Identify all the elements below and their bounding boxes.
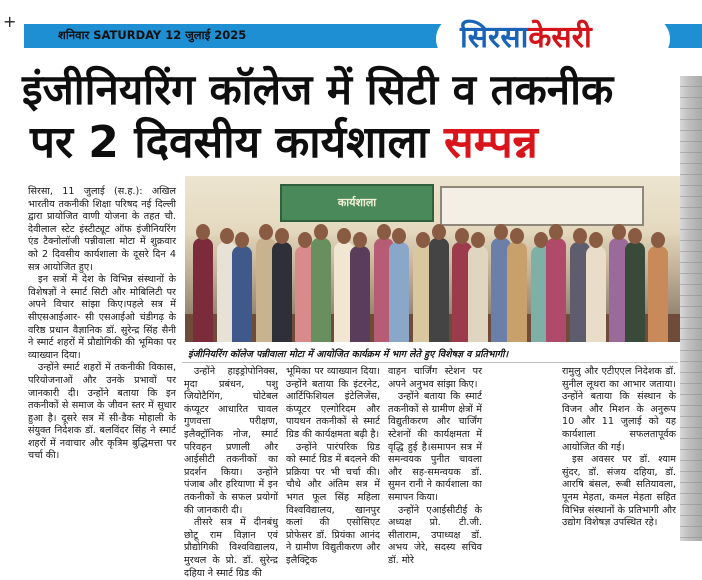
photo-person-head [549, 224, 563, 240]
photo-person-head [510, 228, 524, 244]
photo-screen [440, 186, 644, 226]
headline-line2 [30, 116, 690, 170]
photo-person-head [377, 224, 391, 240]
date-line: शनिवार SATURDAY 12 जुलाई 2025 [58, 28, 247, 42]
photo-person [648, 246, 668, 342]
col1-para-1: सिरसा, 11 जुलाई (स.ह.): अखिल भारतीय तकनीकी शिक्षा परिषद नई दिल्ली द्वारा प्रायोजित वाणी योजना के तहत चौ. देवीलाल स्टेट इंस्टीट्यूट ऑफ इंजीनियरिंग एंड टैक्नोलॉजी पन्नीवाला मोटा में शुक्रवार को 2 दिवसीय कार्यशाला के दूसरे दिन 4 सत्र आयोजित हुए। [28, 186, 176, 273]
photo-person [468, 246, 488, 342]
photo-person-head [337, 228, 351, 244]
photo-person-head [235, 232, 249, 248]
photo-person [429, 238, 449, 342]
masthead-logo [460, 16, 592, 60]
article-column-4 [388, 366, 482, 568]
col3-para-1: भूमिका पर व्याख्यान दिया। उन्होंने बताया कि इंटरनेट, आर्टिफिशियल इंटेलिजेंस, कंप्यूटर एल्गोरिदम और पायथन तकनीकों से स्मार्ट ग्रिड की कार्यक्षमता बढ़ी है। [286, 366, 380, 440]
photo-person-head [353, 232, 367, 248]
photo-person-head [416, 232, 430, 248]
photo-caption: इंजीनियरिंग कॉलेज पन्नीवाला मोटा में आयोजित कार्यक्रम में भाग लेते हुए विशेषज्ञ व प्रतिभागी। [188, 349, 509, 360]
photo-person-head [196, 224, 210, 240]
col2-para-2: तीसरे सत्र में दीनबंधु छोटू राम विज्ञान एवं प्रौद्योगिकी विश्वविद्यालय, मुरथल के प्रो. डॉ. सुरेन्द्र दहिया ने स्मार्ट ग्रिड की [184, 517, 278, 579]
col1-para-3: उन्होंने स्मार्ट शहरों में तकनीकी विकास, परियोजनाओं और उनके प्रभावों पर जानकारी दी। उन्होंने बताया कि इन तकनीकों से समाज के जीवन स्तर में सुधार हुआ है। दूसरे सत्र में सी-डैक मोहाली के संयुक्त निदेशक डॉ. बलविंदर सिंह ने स्मार्ट शहरों में नवाचार और कृत्रिम बुद्धिमत्ता पर चर्चा की। [28, 362, 176, 462]
col5-para-2: इस अवसर पर डॉ. श्याम सुंदर, डॉ. संजय दहिया, डॉ. आरषि बंसल, रूबी सतियावला, पूनम मेहता, कमल मेहता सहित विभिन्न संस्थानों के प्रतिभागी और उद्योग विशेषज्ञ उपस्थित रहे। [562, 454, 676, 529]
masthead-part1: सिरसा [460, 20, 529, 55]
photo-person-head [471, 232, 485, 248]
headline-line1: इंजीनियरिंग कॉलेज में सिटी व तकनीक [22, 65, 614, 114]
photo-person [232, 246, 252, 342]
article-column-1 [28, 186, 176, 463]
photo-person-head [651, 232, 665, 248]
adjacent-page-strip [680, 76, 702, 541]
photo-person [311, 238, 331, 342]
col4-para-1: वाहन चार्जिंग स्टेशन पर अपने अनुभव सांझा किए। [388, 366, 482, 390]
col1-para-2: इन सत्रों में देश के विभिन्न संस्थानों के विशेषज्ञों ने स्मार्ट सिटी और मोबिलिटी पर अपने विचार सांझा किए।पहले सत्र में सीएसआईआर- सी एसआईओ चंडीगढ़ के वरिष्ठ प्रधान वैज्ञानिक डॉ. सुरेन्द्र सिंह सैनी ने स्मार्ट शहरों में प्रौद्योगिकी की भूमिका पर व्याख्यान दिया। [28, 274, 176, 361]
photo-person-head [314, 224, 328, 240]
photo-person [586, 246, 606, 342]
crosshair-icon: + [3, 12, 17, 31]
col5-para-1: रामुलु और एटीएएल निदेशक डॉ. सुनील लूथरा का आभार जताया। उन्होंने बताया कि संस्थान के विजन और मिशन के अनुरूप 10 और 11 जुलाई को यह कार्यशाला सफलतापूर्वक आयोजित की गई। [562, 366, 676, 453]
headline-line2-red: सम्पन्न [444, 117, 538, 168]
photo-person [546, 238, 566, 342]
photo-person-head [628, 228, 642, 244]
photo-person [625, 242, 645, 342]
caption-divider [182, 362, 678, 363]
event-photo [185, 176, 680, 342]
photo-banner-text: कार्यशाला [337, 196, 377, 209]
photo-person [507, 242, 527, 342]
photo-person-head [259, 224, 273, 240]
masthead-part2: केसरी [528, 20, 592, 55]
photo-person-head [220, 228, 234, 244]
col2-para-1: उन्होंने हाइड्रोपोनिक्स, मृदा प्रबंधन, पशु जियोटैगिंग, चोटेबल कंप्यूटर आधारित चावल गुणवत्ता परीक्षण, इलैक्ट्रॉनिक नोज, स्मार्ट परिवहन प्रणाली और आईसीटी तकनीकों का प्रदर्शन किया। उन्होंने पंजाब और हरियाणा में इन तकनीकों के सफल प्रयोगों की जानकारी दी। [184, 366, 278, 516]
article-column-2 [184, 366, 278, 580]
col4-para-2: उन्होंने बताया कि स्मार्ट तकनीकों से ग्रामीण क्षेत्रों में विद्युतीकरण और चार्जिंग स्टेशनों की कार्यक्षमता में वृद्धि हुई है।समापन सत्र में समन्वयक पुनीत चावला और सह-समन्वयक डॉ. सुमन रानी ने कार्यशाला का समापन किया। [388, 391, 482, 503]
photo-banner [280, 184, 434, 222]
article-column-5 [562, 366, 676, 530]
photo-person [389, 242, 409, 342]
adjacent-page-lines [680, 76, 702, 541]
photo-person-head [589, 232, 603, 248]
photo-person-head [494, 224, 508, 240]
photo-person-head [573, 228, 587, 244]
photo-person [350, 246, 370, 342]
photo-person [272, 242, 292, 342]
photo-person-head [392, 228, 406, 244]
col3-para-2: उन्होंने पारंपरिक ग्रिड को स्मार्ट ग्रिड में बदलने की प्रक्रिया पर भी चर्चा की। चौथे और अंतिम सत्र में भगत फूल सिंह महिला विश्वविद्यालय, खानपुर कलां की एसोसिएट प्रोफेसर डॉ. प्रियंका आनंद ने ग्रामीण विद्युतीकरण और इलैक्ट्रिक [286, 441, 380, 566]
photo-person-head [275, 228, 289, 244]
article-column-3 [286, 366, 380, 568]
photo-person-head [432, 224, 446, 240]
headline-line2-black: पर 2 दिवसीय कार्यशाला [30, 117, 445, 168]
photo-person [193, 238, 213, 342]
col4-para-3: उन्होंने एआईसीटीई के अध्यक्ष प्रो. टी.जी. सीताराम, उपाध्यक्ष डॉ. अभय जेरे, सदस्य सचिव डॉ. मोरे [388, 504, 482, 566]
